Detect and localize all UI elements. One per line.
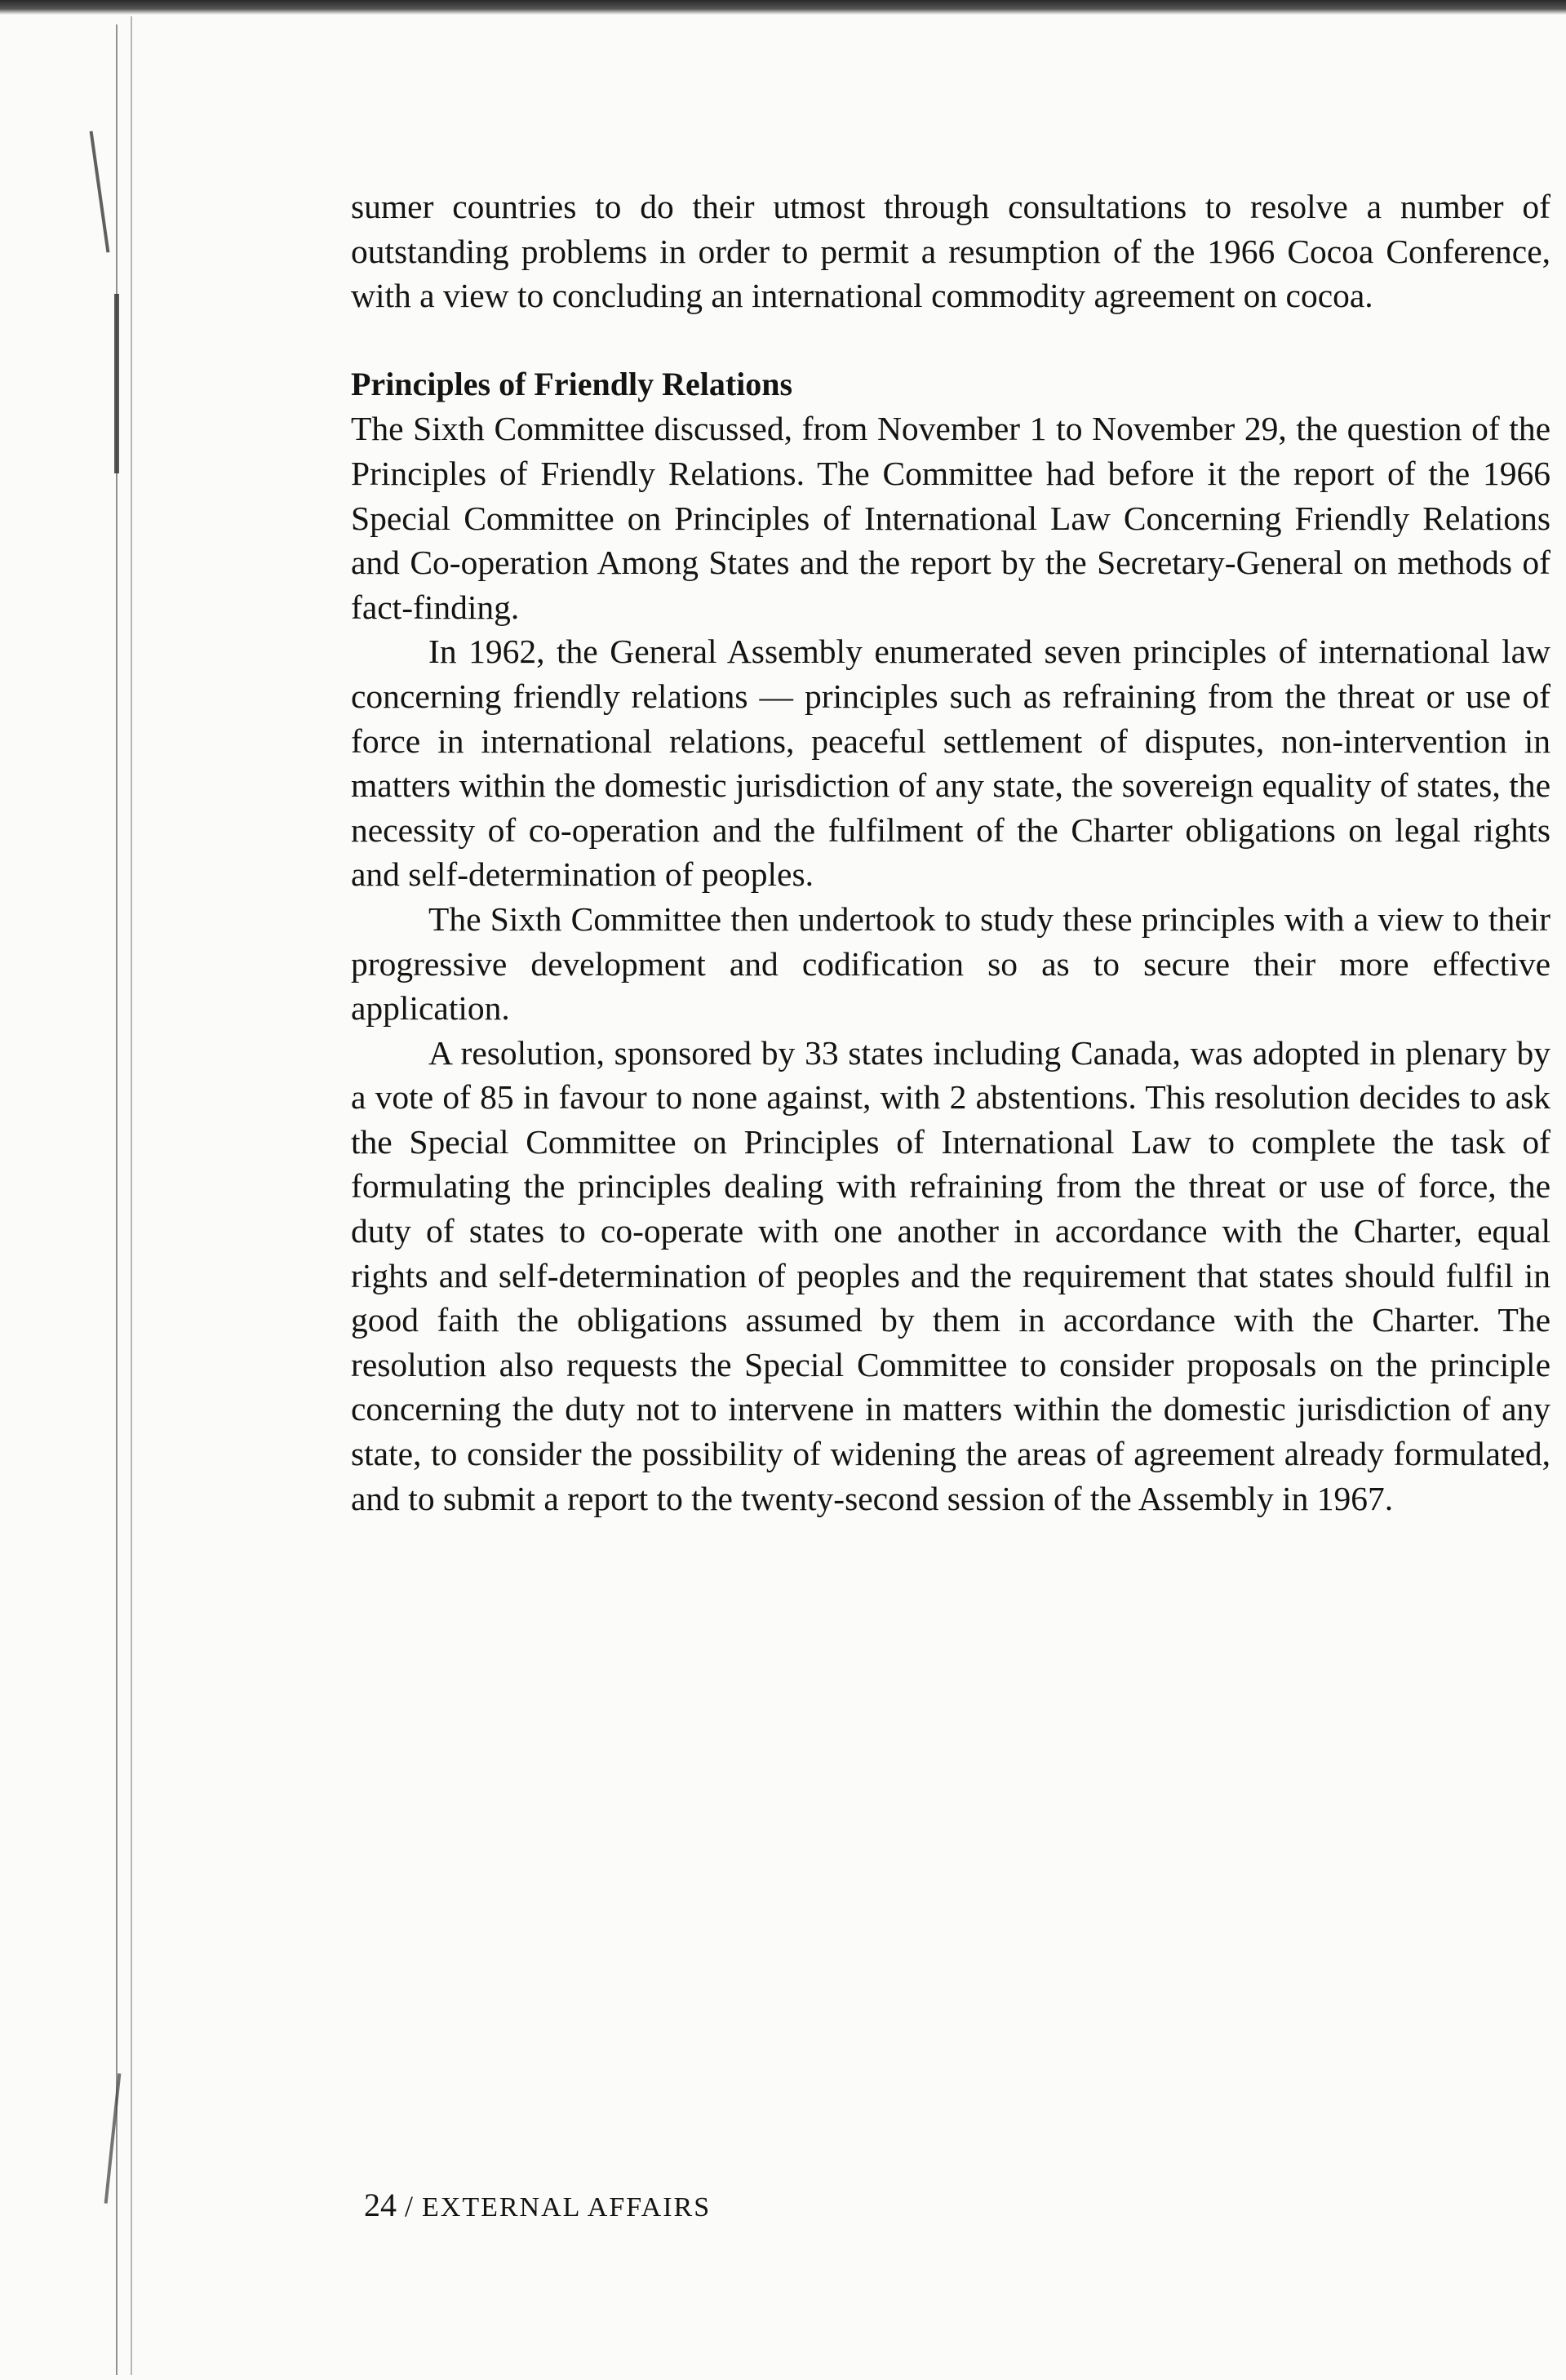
- article-body: [351, 184, 1550, 1521]
- lead-paragraph: sumer countries to do their utmost through consultations to resolve a number of outstanding problems in order to permit a resumption of the 1966 Cocoa Conference, with a view to concluding an international commodity agreement on cocoa.: [351, 188, 1550, 315]
- binding-mark: [114, 294, 119, 473]
- page-footer: [364, 2186, 711, 2224]
- footer-separator: /: [405, 2190, 415, 2222]
- scan-top-edge: [0, 0, 1566, 15]
- body-paragraph: The Sixth Committee discussed, from November 1 to November 29, the question of the Principles of Friendly Relations. The Committee had before it the report of the 1966 Special Committee on Principles of International Law Concerning Friendly Relations and Co-operation Among States and the report by the Secretary-General on methods of fact-finding.: [351, 410, 1550, 626]
- binding-mark: [104, 2073, 122, 2204]
- binding-edge: [0, 0, 122, 2380]
- binding-line: [131, 16, 132, 2375]
- binding-mark: [90, 131, 110, 252]
- section-heading: Principles of Friendly Relations: [351, 365, 793, 402]
- page-number: 24: [364, 2187, 397, 2223]
- publication-name: EXTERNAL AFFAIRS: [422, 2192, 712, 2222]
- body-paragraph: A resolution, sponsored by 33 states including Canada, was adopted in plenary by a vote of 85 in favour to none against, with 2 abstentions. This resolution decides to ask the Special Committee on Principles of International Law to complete the task of formulating the principles dealing with refraining from the threat or use of force, the duty of states to co-operate with one another in accordance with the Charter, equal rights and self-determination of peoples and the requirement that states should fulfil in good faith the obligations assumed by them in accordance with the Charter. The resolution also requests the Special Committee to consider proposals on the principle concerning the duty not to intervene in matters within the domestic jurisdiction of any state, to consider the possibility of widening the areas of agreement already formulated, and to submit a report to the twenty-second session of the Assembly in 1967.: [351, 1033, 1550, 1517]
- body-paragraph: The Sixth Committee then undertook to study these principles with a view to their progressive development and codification so as to secure their more effective application.: [351, 899, 1550, 1028]
- body-paragraph: In 1962, the General Assembly enumerated seven principles of international law concerning friendly relations — principles such as refraining from the threat or use of force in international relations, peaceful settlement of disputes, non-intervention in matters within the domestic jurisdiction of any state, the sovereign equality of states, the necessity of co-operation and the fulfilment of the Charter obligations on legal rights and self-determination of peoples.: [351, 633, 1550, 894]
